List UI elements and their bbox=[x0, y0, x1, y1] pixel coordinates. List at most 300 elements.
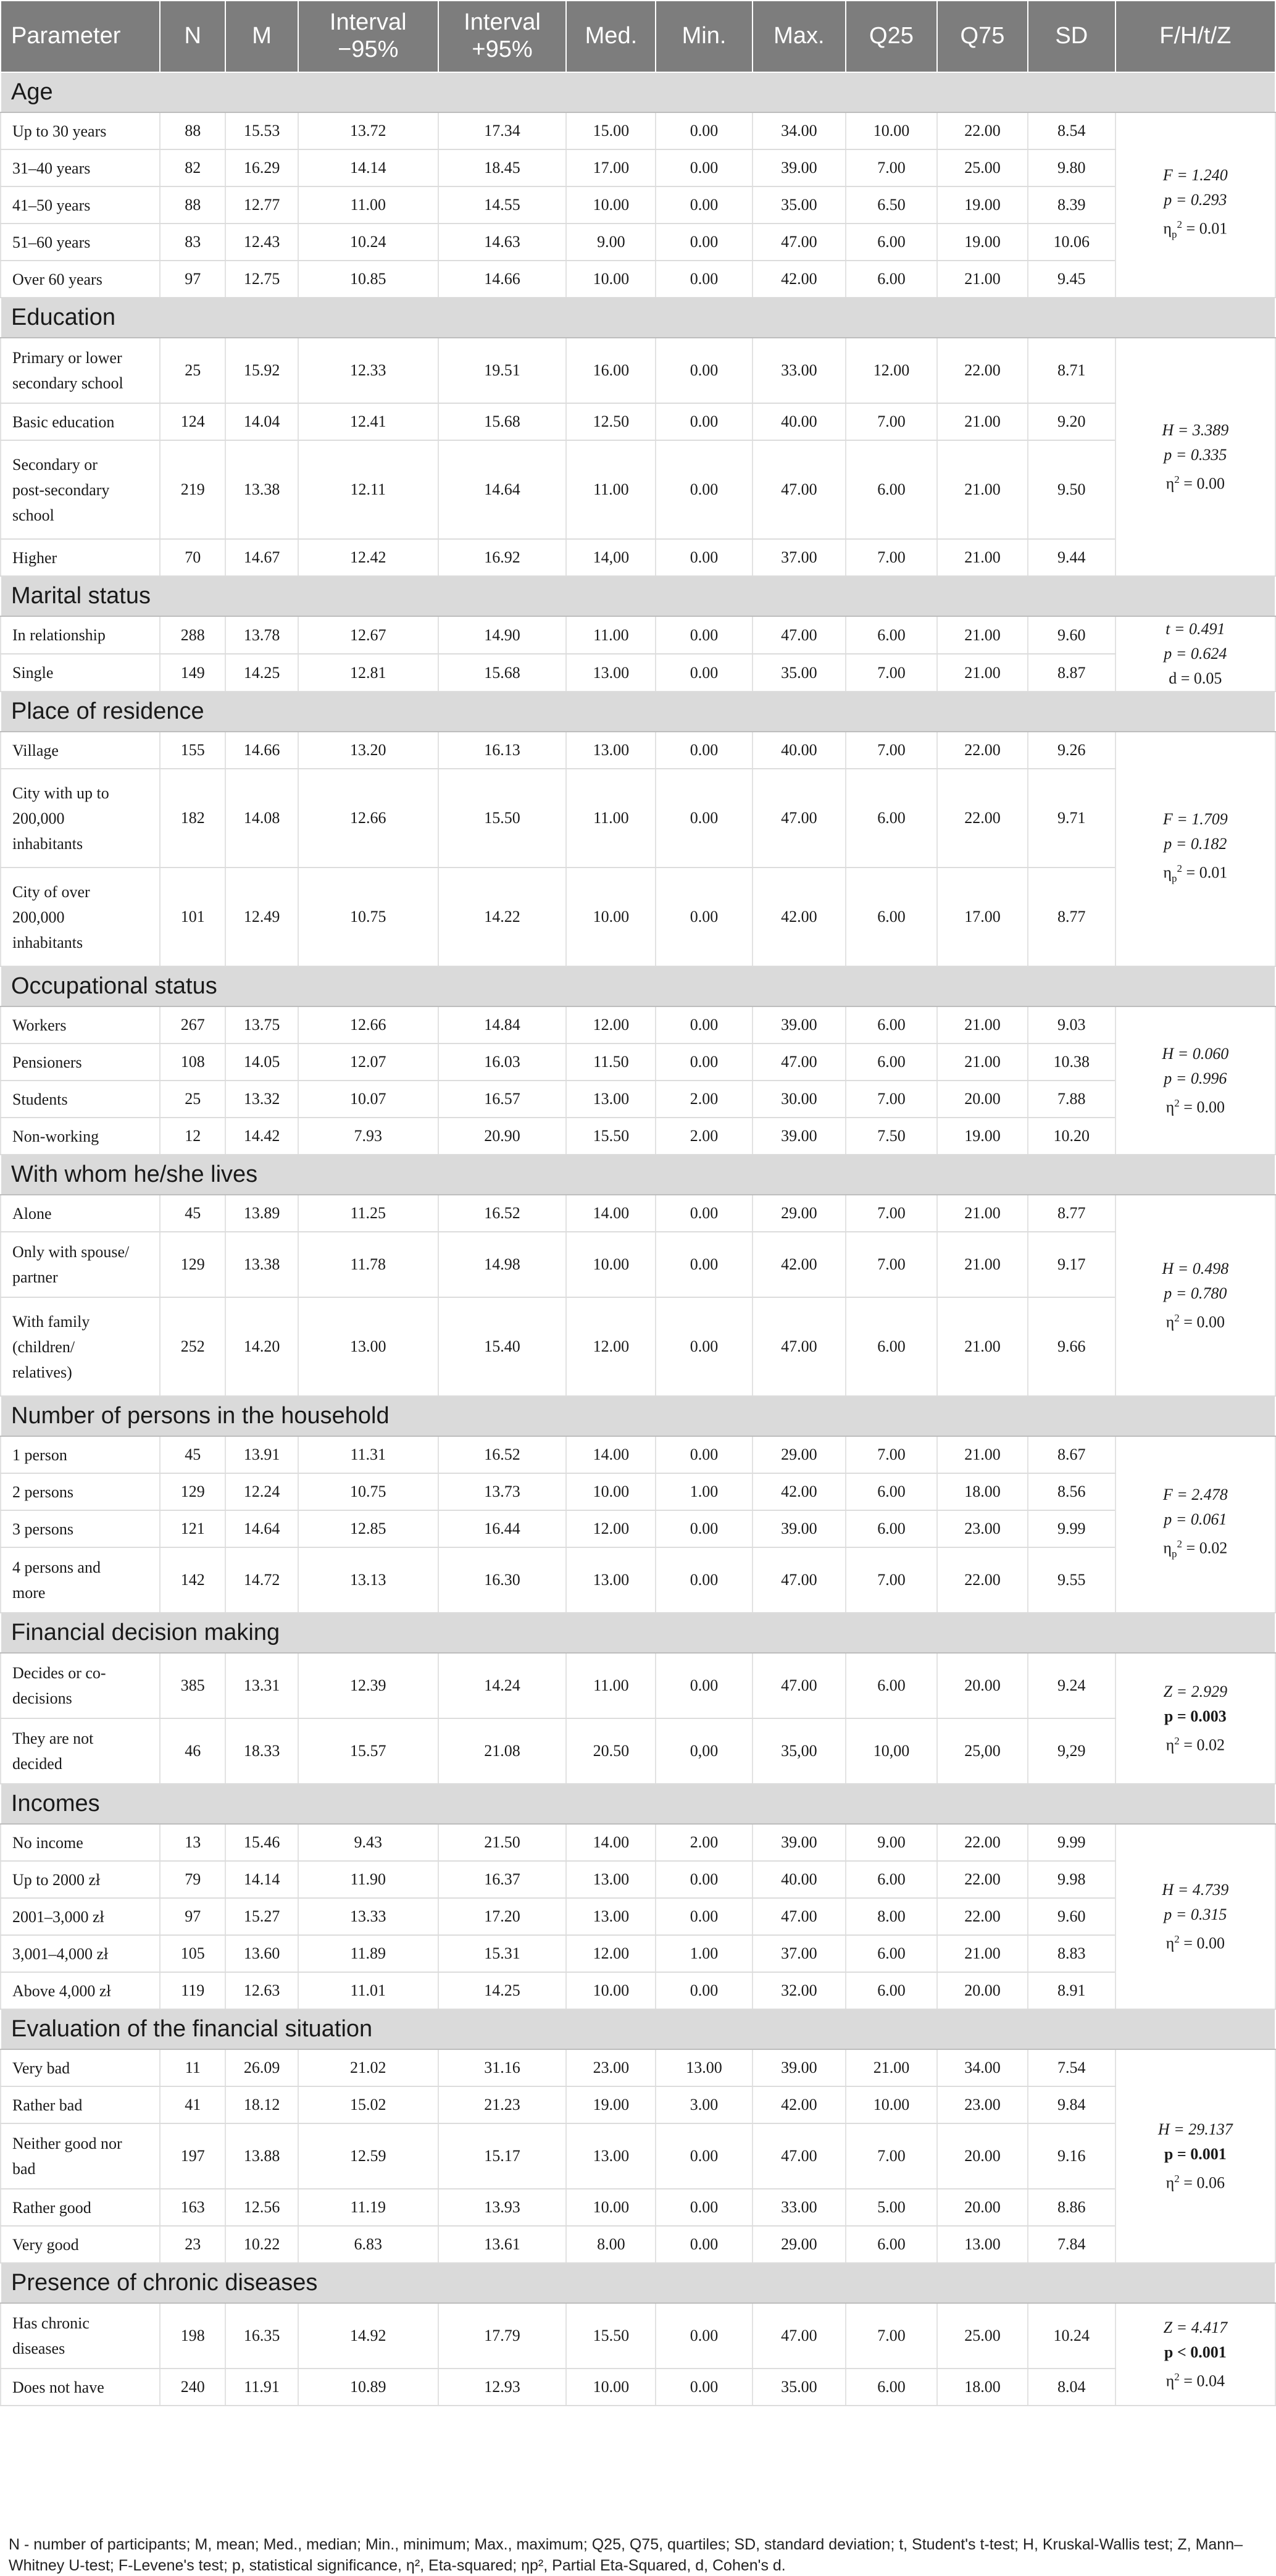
test-statistic-text: 2 bbox=[1174, 473, 1180, 485]
table-cell: 13.00 bbox=[937, 2226, 1028, 2263]
table-cell: 105 bbox=[160, 1935, 225, 1972]
test-statistic-line bbox=[1120, 2365, 1271, 2394]
category-title: Education bbox=[1, 298, 1275, 338]
table-row bbox=[1, 261, 1275, 298]
table-cell: 19.00 bbox=[937, 186, 1028, 224]
test-statistic-text: p = 0.335 bbox=[1164, 445, 1227, 464]
table-cell: 3.00 bbox=[656, 2086, 752, 2123]
test-statistic-text: = 0.00 bbox=[1179, 1934, 1225, 1952]
table-cell: 21.00 bbox=[937, 1436, 1028, 1473]
table-cell: 129 bbox=[160, 1232, 225, 1297]
table-cell: 198 bbox=[160, 2303, 225, 2369]
table-cell: 18.12 bbox=[225, 2086, 298, 2123]
row-label bbox=[1, 1824, 160, 1861]
table-cell: 22.00 bbox=[937, 1824, 1028, 1861]
table-cell: 12.85 bbox=[298, 1510, 438, 1547]
table-cell: 9.80 bbox=[1028, 149, 1115, 186]
table-cell: 10.00 bbox=[566, 261, 656, 298]
row-label bbox=[1, 224, 160, 261]
row-label bbox=[1, 2086, 160, 2123]
row-label-line: partner bbox=[12, 1268, 58, 1286]
test-statistics-cell bbox=[1115, 2049, 1275, 2263]
test-statistic-text: p < 0.001 bbox=[1164, 2343, 1227, 2361]
table-cell: 14.00 bbox=[566, 1195, 656, 1232]
test-statistic-line bbox=[1120, 807, 1271, 832]
table-cell: 47.00 bbox=[753, 1547, 846, 1613]
table-footnote: N - number of participants; M, mean; Med., median; Min., minimum; Max., maximum; Q25, Q75, quartiles; SD, standard deviation; t, Student's t-test; H, Kruskal-Wallis test; Z, Mann–Whitney U-test; F-Levene's test; p, statistical significance, η², Eta-squared; ηp², Partial Eta-Squared, d, Cohen's d. bbox=[9, 2536, 1243, 2574]
table-cell: 11.78 bbox=[298, 1232, 438, 1297]
table-cell: 13.00 bbox=[566, 1081, 656, 1118]
table-cell: 9.43 bbox=[298, 1824, 438, 1861]
table-cell: 13.31 bbox=[225, 1653, 298, 1718]
table-cell: 9.17 bbox=[1028, 1232, 1115, 1297]
table-cell: 25.00 bbox=[937, 149, 1028, 186]
row-label bbox=[1, 868, 160, 966]
table-cell: 8.56 bbox=[1028, 1473, 1115, 1510]
table-cell: 11.00 bbox=[298, 186, 438, 224]
table-row bbox=[1, 1232, 1275, 1297]
table-cell: 33.00 bbox=[753, 338, 846, 403]
row-label-line: Alone bbox=[12, 1204, 52, 1223]
row-label bbox=[1, 1473, 160, 1510]
table-cell: 6.00 bbox=[846, 616, 937, 654]
test-statistic-line bbox=[1120, 1281, 1271, 1306]
table-cell: 6.00 bbox=[846, 440, 937, 539]
table-cell: 42.00 bbox=[753, 2086, 846, 2123]
table-cell: 37.00 bbox=[753, 1935, 846, 1972]
table-cell: 6.00 bbox=[846, 2369, 937, 2406]
row-label bbox=[1, 1043, 160, 1081]
row-label-line: Up to 2000 zł bbox=[12, 1870, 101, 1889]
row-label-line: With family bbox=[12, 1312, 90, 1331]
table-cell: 37.00 bbox=[753, 539, 846, 576]
row-label-line: diseases bbox=[12, 2340, 65, 2357]
table-cell: 6.00 bbox=[846, 1006, 937, 1043]
table-cell: 6.00 bbox=[846, 2226, 937, 2263]
table-cell: 12.43 bbox=[225, 224, 298, 261]
table-cell: 20.90 bbox=[438, 1118, 567, 1155]
table-cell: 14.00 bbox=[566, 1436, 656, 1473]
test-statistic-line bbox=[1120, 163, 1271, 188]
row-label-line: Students bbox=[12, 1090, 68, 1108]
category-title: Age bbox=[1, 72, 1275, 112]
table-cell: 39.00 bbox=[753, 1006, 846, 1043]
category-row bbox=[1, 1396, 1275, 1436]
table-cell: 13.78 bbox=[225, 616, 298, 654]
table-row bbox=[1, 654, 1275, 692]
header-interval-low: Interval −95% bbox=[298, 1, 438, 72]
test-statistic-text: F = 2.478 bbox=[1162, 1486, 1228, 1504]
row-label bbox=[1, 1436, 160, 1473]
table-row bbox=[1, 1043, 1275, 1081]
table-cell: 13.32 bbox=[225, 1081, 298, 1118]
row-label-line: 200,000 bbox=[12, 908, 65, 926]
table-cell: 34.00 bbox=[937, 2049, 1028, 2086]
table-cell: 39.00 bbox=[753, 1824, 846, 1861]
table-cell: 14.84 bbox=[438, 1006, 567, 1043]
table-cell: 39.00 bbox=[753, 149, 846, 186]
row-label-line: Decides or co- bbox=[12, 1664, 106, 1682]
table-cell: 14.63 bbox=[438, 224, 567, 261]
test-statistic-text: 2 bbox=[1174, 2370, 1180, 2383]
table-cell: 12.41 bbox=[298, 403, 438, 440]
table-row bbox=[1, 1861, 1275, 1898]
table-cell: 21.00 bbox=[846, 2049, 937, 2086]
table-cell: 13.00 bbox=[566, 1898, 656, 1935]
table-cell: 13.38 bbox=[225, 440, 298, 539]
table-cell: 14.66 bbox=[225, 732, 298, 769]
table-row bbox=[1, 868, 1275, 966]
table-cell: 267 bbox=[160, 1006, 225, 1043]
table-cell: 14.14 bbox=[298, 149, 438, 186]
table-cell: 21.00 bbox=[937, 403, 1028, 440]
table-cell: 15.02 bbox=[298, 2086, 438, 2123]
test-statistics-cell bbox=[1115, 732, 1275, 966]
table-row bbox=[1, 1436, 1275, 1473]
table-cell: 15.46 bbox=[225, 1824, 298, 1861]
table-cell: 47.00 bbox=[753, 224, 846, 261]
table-cell: 14.22 bbox=[438, 868, 567, 966]
table-cell: 9.71 bbox=[1028, 769, 1115, 868]
row-label bbox=[1, 2303, 160, 2369]
header-max: Max. bbox=[753, 1, 846, 72]
row-label-line: decisions bbox=[12, 1689, 72, 1707]
test-statistic-line bbox=[1120, 467, 1271, 496]
table-cell: 14.25 bbox=[225, 654, 298, 692]
table-cell: 14.67 bbox=[225, 539, 298, 576]
row-label-line: 1 person bbox=[12, 1445, 67, 1464]
table-cell: 10.00 bbox=[846, 112, 937, 149]
table-cell: 6.00 bbox=[846, 1653, 937, 1718]
table-cell: 17.34 bbox=[438, 112, 567, 149]
test-statistics-cell bbox=[1115, 616, 1275, 692]
table-cell: 21.00 bbox=[937, 1195, 1028, 1232]
table-cell: 6.00 bbox=[846, 261, 937, 298]
test-statistic-line bbox=[1120, 832, 1271, 856]
table-cell: 13.75 bbox=[225, 1006, 298, 1043]
table-cell: 10.00 bbox=[566, 2369, 656, 2406]
row-label bbox=[1, 1972, 160, 2009]
table-cell: 79 bbox=[160, 1861, 225, 1898]
table-cell: 47.00 bbox=[753, 1297, 846, 1396]
table-cell: 7.00 bbox=[846, 732, 937, 769]
table-cell: 13.00 bbox=[566, 654, 656, 692]
row-label-line: post-secondary bbox=[12, 480, 110, 499]
table-cell: 10.38 bbox=[1028, 1043, 1115, 1081]
table-cell: 12.66 bbox=[298, 1006, 438, 1043]
table-row bbox=[1, 186, 1275, 224]
table-cell: 14.00 bbox=[566, 1824, 656, 1861]
table-cell: 16.52 bbox=[438, 1195, 567, 1232]
table-cell: 12.81 bbox=[298, 654, 438, 692]
row-label-line: 41–50 years bbox=[12, 196, 91, 214]
table-cell: 47.00 bbox=[753, 1043, 846, 1081]
table-cell: 20.00 bbox=[937, 2189, 1028, 2226]
row-label-line: Primary or lower bbox=[12, 349, 122, 367]
table-cell: 8.77 bbox=[1028, 1195, 1115, 1232]
row-label bbox=[1, 1195, 160, 1232]
table-cell: 16.03 bbox=[438, 1043, 567, 1081]
header-min: Min. bbox=[656, 1, 752, 72]
row-label-line: (children/ bbox=[12, 1337, 75, 1356]
table-cell: 20.50 bbox=[566, 1718, 656, 1784]
table-cell: 13.00 bbox=[298, 1297, 438, 1396]
test-statistic-text: 2 bbox=[1177, 1538, 1183, 1550]
test-statistic-text: p = 0.315 bbox=[1164, 1905, 1227, 1923]
row-label-line: City of over bbox=[12, 882, 90, 901]
category-title: Number of persons in the household bbox=[1, 1396, 1275, 1436]
table-cell: 121 bbox=[160, 1510, 225, 1547]
test-statistic-text: 2 bbox=[1177, 219, 1183, 231]
test-statistic-text: H = 0.060 bbox=[1162, 1044, 1229, 1063]
table-cell: 13.33 bbox=[298, 1898, 438, 1935]
row-label-line: Rather bad bbox=[12, 2096, 83, 2114]
test-statistic-text: H = 0.498 bbox=[1162, 1259, 1229, 1278]
table-cell: 13.93 bbox=[438, 2189, 567, 2226]
table-cell: 0.00 bbox=[656, 2369, 752, 2406]
test-statistic-text: 2 bbox=[1174, 1097, 1180, 1109]
row-label bbox=[1, 1232, 160, 1297]
row-label bbox=[1, 1118, 160, 1155]
test-statistics-cell bbox=[1115, 1195, 1275, 1396]
row-label bbox=[1, 654, 160, 692]
category-row bbox=[1, 1784, 1275, 1824]
table-cell: 12.00 bbox=[566, 1935, 656, 1972]
table-cell: 16.52 bbox=[438, 1436, 567, 1473]
table-cell: 10.00 bbox=[846, 2086, 937, 2123]
row-label bbox=[1, 2226, 160, 2263]
row-label-line: 200,000 bbox=[12, 809, 65, 827]
table-row bbox=[1, 2086, 1275, 2123]
table-cell: 7.93 bbox=[298, 1118, 438, 1155]
table-cell: 47.00 bbox=[753, 2123, 846, 2189]
test-statistic-text: = 0.00 bbox=[1179, 1313, 1225, 1331]
table-cell: 21.00 bbox=[937, 1006, 1028, 1043]
test-statistic-text: η bbox=[1165, 2173, 1175, 2192]
table-cell: 35.00 bbox=[753, 186, 846, 224]
test-statistic-text: Z = 2.929 bbox=[1163, 1682, 1228, 1700]
table-cell: 22.00 bbox=[937, 112, 1028, 149]
table-cell: 10,00 bbox=[846, 1718, 937, 1784]
test-statistic-line bbox=[1120, 1091, 1271, 1120]
test-statistic-text: = 0.04 bbox=[1179, 2372, 1225, 2390]
category-row bbox=[1, 298, 1275, 338]
table-cell: 9,29 bbox=[1028, 1718, 1115, 1784]
test-statistic-line bbox=[1120, 1306, 1271, 1335]
table-row bbox=[1, 2049, 1275, 2086]
table-cell: 13.13 bbox=[298, 1547, 438, 1613]
table-cell: 9.60 bbox=[1028, 1898, 1115, 1935]
row-label-line: In relationship bbox=[12, 626, 106, 644]
test-statistic-text: p = 0.061 bbox=[1164, 1510, 1227, 1529]
test-statistic-text: 2 bbox=[1174, 2172, 1180, 2185]
table-cell: 12.59 bbox=[298, 2123, 438, 2189]
table-cell: 0.00 bbox=[656, 440, 752, 539]
test-statistic-line bbox=[1120, 1532, 1271, 1566]
row-label bbox=[1, 769, 160, 868]
test-statistic-line bbox=[1120, 1257, 1271, 1281]
table-cell: 47.00 bbox=[753, 440, 846, 539]
header-q75: Q75 bbox=[937, 1, 1028, 72]
table-cell: 13.61 bbox=[438, 2226, 567, 2263]
test-statistic-text: p = 0.003 bbox=[1164, 1707, 1227, 1725]
category-row bbox=[1, 1613, 1275, 1653]
test-statistic-text: Z = 4.417 bbox=[1163, 2318, 1228, 2336]
table-cell: 7.84 bbox=[1028, 2226, 1115, 2263]
table-cell: 47.00 bbox=[753, 769, 846, 868]
row-label bbox=[1, 1718, 160, 1784]
category-title: Financial decision making bbox=[1, 1613, 1275, 1653]
category-title: Presence of chronic diseases bbox=[1, 2263, 1275, 2303]
row-label bbox=[1, 261, 160, 298]
table-cell: 13.89 bbox=[225, 1195, 298, 1232]
table-cell: 11.89 bbox=[298, 1935, 438, 1972]
table-cell: 9.20 bbox=[1028, 403, 1115, 440]
table-cell: 21.00 bbox=[937, 616, 1028, 654]
table-cell: 16.00 bbox=[566, 338, 656, 403]
table-cell: 9.84 bbox=[1028, 2086, 1115, 2123]
category-title: Evaluation of the financial situation bbox=[1, 2009, 1275, 2049]
table-cell: 15.40 bbox=[438, 1297, 567, 1396]
table-cell: 15.00 bbox=[566, 112, 656, 149]
table-cell: 7.00 bbox=[846, 2123, 937, 2189]
table-cell: 10.22 bbox=[225, 2226, 298, 2263]
row-label bbox=[1, 1297, 160, 1396]
row-label bbox=[1, 1861, 160, 1898]
table-cell: 14,00 bbox=[566, 539, 656, 576]
table-cell: 12.33 bbox=[298, 338, 438, 403]
test-statistic-text: 2 bbox=[1174, 1311, 1180, 1324]
row-label-line: 2 persons bbox=[12, 1482, 73, 1501]
table-cell: 12.63 bbox=[225, 1972, 298, 2009]
row-label-line: inhabitants bbox=[12, 834, 83, 853]
table-cell: 8.86 bbox=[1028, 2189, 1115, 2226]
table-cell: 41 bbox=[160, 2086, 225, 2123]
test-statistic-line bbox=[1120, 1042, 1271, 1066]
table-cell: 42.00 bbox=[753, 1232, 846, 1297]
table-cell: 13.88 bbox=[225, 2123, 298, 2189]
table-cell: 17.20 bbox=[438, 1898, 567, 1935]
row-label bbox=[1, 112, 160, 149]
table-cell: 25 bbox=[160, 338, 225, 403]
table-cell: 7.00 bbox=[846, 1232, 937, 1297]
table-cell: 15.17 bbox=[438, 2123, 567, 2189]
test-statistic-line bbox=[1120, 617, 1271, 642]
test-statistic-line bbox=[1120, 1902, 1271, 1927]
table-cell: 21.00 bbox=[937, 1043, 1028, 1081]
test-statistics-cell bbox=[1115, 1824, 1275, 2009]
table-cell: 9.98 bbox=[1028, 1861, 1115, 1898]
row-label bbox=[1, 539, 160, 576]
category-row bbox=[1, 72, 1275, 112]
table-cell: 88 bbox=[160, 186, 225, 224]
row-label-line: They are not bbox=[12, 1729, 94, 1747]
table-cell: 101 bbox=[160, 868, 225, 966]
row-label-line: secondary school bbox=[12, 374, 123, 392]
test-statistic-text: p = 0.624 bbox=[1164, 645, 1227, 663]
table-cell: 7.88 bbox=[1028, 1081, 1115, 1118]
table-cell: 0.00 bbox=[656, 1436, 752, 1473]
table-cell: 142 bbox=[160, 1547, 225, 1613]
table-cell: 39.00 bbox=[753, 1118, 846, 1155]
test-statistic-line bbox=[1120, 443, 1271, 467]
test-statistic-line bbox=[1120, 212, 1271, 247]
table-cell: 45 bbox=[160, 1436, 225, 1473]
test-statistic-text: 2 bbox=[1177, 863, 1183, 875]
table-cell: 40.00 bbox=[753, 732, 846, 769]
table-cell: 9.24 bbox=[1028, 1653, 1115, 1718]
row-label-line: 31–40 years bbox=[12, 159, 91, 177]
table-cell: 10.24 bbox=[298, 224, 438, 261]
table-cell: 18.45 bbox=[438, 149, 567, 186]
table-cell: 13.00 bbox=[566, 2123, 656, 2189]
test-statistic-text: η bbox=[1165, 1098, 1175, 1116]
table-cell: 0.00 bbox=[656, 2189, 752, 2226]
table-cell: 82 bbox=[160, 149, 225, 186]
header-test: F/H/t/Z bbox=[1115, 1, 1275, 72]
table-cell: 12.49 bbox=[225, 868, 298, 966]
row-label-line: relatives) bbox=[12, 1363, 72, 1381]
table-cell: 21.00 bbox=[937, 1232, 1028, 1297]
table-cell: 6.00 bbox=[846, 1972, 937, 2009]
row-label bbox=[1, 149, 160, 186]
row-label bbox=[1, 338, 160, 403]
table-cell: 11.31 bbox=[298, 1436, 438, 1473]
table-cell: 11.00 bbox=[566, 769, 656, 868]
table-cell: 21.00 bbox=[937, 1297, 1028, 1396]
table-cell: 9.03 bbox=[1028, 1006, 1115, 1043]
row-label bbox=[1, 2369, 160, 2406]
table-cell: 9.44 bbox=[1028, 539, 1115, 576]
row-label bbox=[1, 403, 160, 440]
test-statistic-line bbox=[1120, 1729, 1271, 1758]
row-label-line: Rather good bbox=[12, 2198, 91, 2217]
table-cell: 7.54 bbox=[1028, 2049, 1115, 2086]
row-label-line: 3,001–4,000 zł bbox=[12, 1944, 109, 1963]
table-cell: 13.00 bbox=[656, 2049, 752, 2086]
table-cell: 97 bbox=[160, 1898, 225, 1935]
row-label bbox=[1, 1935, 160, 1972]
table-cell: 0.00 bbox=[656, 1297, 752, 1396]
table-cell: 6.00 bbox=[846, 868, 937, 966]
test-statistic-text: η bbox=[1165, 2372, 1175, 2390]
table-cell: 13 bbox=[160, 1824, 225, 1861]
test-statistic-text: d = 0.05 bbox=[1169, 669, 1222, 687]
table-cell: 10.00 bbox=[566, 1232, 656, 1297]
row-label-line: inhabitants bbox=[12, 933, 83, 951]
table-cell: 40.00 bbox=[753, 403, 846, 440]
table-cell: 252 bbox=[160, 1297, 225, 1396]
row-label-line: Very good bbox=[12, 2235, 79, 2254]
row-label bbox=[1, 732, 160, 769]
test-statistic-text: t = 0.491 bbox=[1165, 620, 1225, 638]
row-label-line: 4 persons and bbox=[12, 1558, 101, 1576]
table-cell: 15.50 bbox=[566, 1118, 656, 1155]
table-cell: 0.00 bbox=[656, 769, 752, 868]
table-cell: 0.00 bbox=[656, 112, 752, 149]
table-cell: 197 bbox=[160, 2123, 225, 2189]
test-statistic-line bbox=[1120, 2117, 1271, 2142]
header-median: Med. bbox=[566, 1, 656, 72]
table-cell: 2.00 bbox=[656, 1081, 752, 1118]
test-statistic-text: η bbox=[1163, 863, 1172, 882]
table-cell: 21.00 bbox=[937, 261, 1028, 298]
test-statistic-text: = 0.06 bbox=[1179, 2173, 1225, 2192]
table-cell: 20.00 bbox=[937, 1081, 1028, 1118]
table-cell: 0.00 bbox=[656, 149, 752, 186]
table-cell: 2.00 bbox=[656, 1824, 752, 1861]
table-row bbox=[1, 2123, 1275, 2189]
